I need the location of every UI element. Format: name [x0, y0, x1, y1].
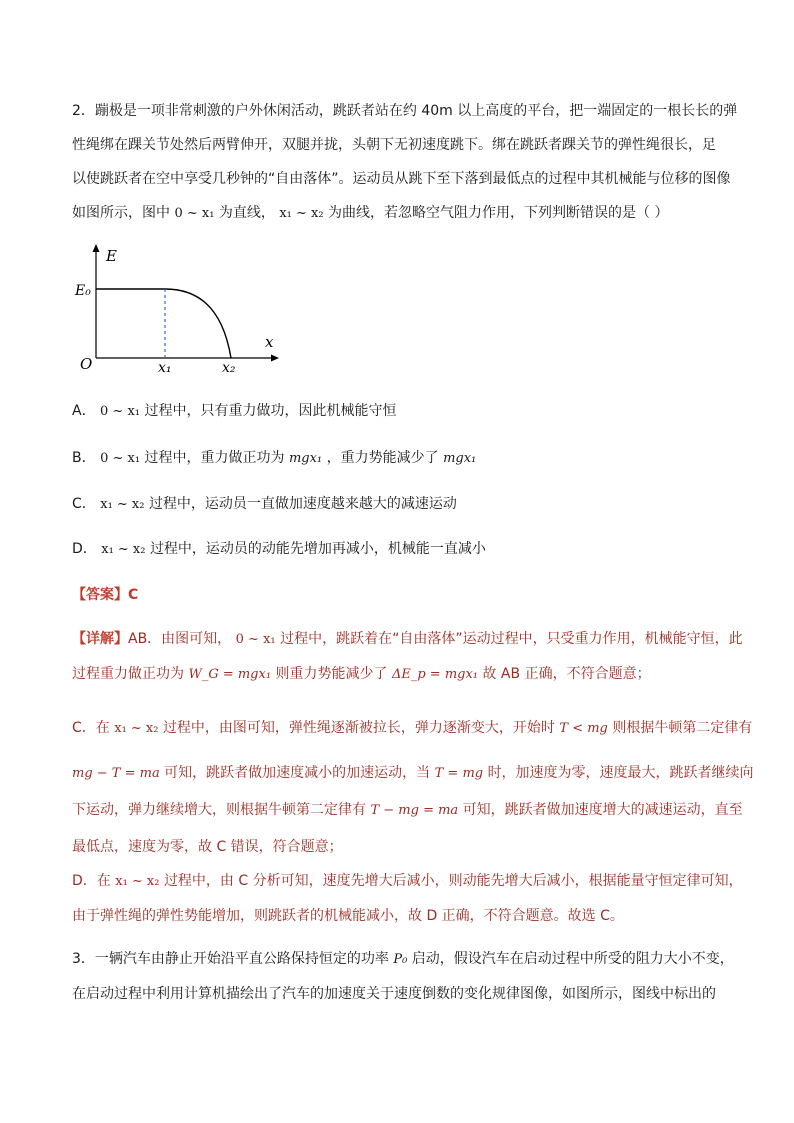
option-a-text: 过程中，只有重力做功，因此机械能守恒 — [144, 403, 397, 419]
energy-displacement-graph — [70, 238, 290, 378]
explain-c-text-7: 可知，跳跃者做加速度增大的减速运动，直至 — [462, 802, 743, 818]
option-b-prefix: B． — [72, 450, 96, 466]
explain-d-text-2: 过程中，由 C 分析可知，速度先增大后减小，则动能先增大后减小，根据能量守恒定律可知， — [163, 873, 743, 889]
explain-ab-math-energy: ΔE_p = mgx₁ — [391, 667, 479, 682]
option-c-prefix: C． — [72, 496, 96, 512]
option-a — [72, 400, 396, 420]
explain-c-text-3: 则根据牛顿第二定律有 — [612, 720, 753, 736]
explain-c-math-3: T = mg — [434, 766, 484, 781]
y-axis-arrow — [93, 244, 100, 252]
explain-c-text-1: C．在 — [72, 720, 110, 736]
q2-line-2: 性绳绑在踝关节处然后两臂伸开，双腿并拢，头朝下无初速度跳下。绑在跳跃者踝关节的弹性绳很长，足 — [72, 137, 716, 153]
explain-c-text-4: 可知，跳跃者做加速度减小的加速运动，当 — [164, 765, 431, 781]
explain-ab-range: 0 ~ x₁ — [235, 632, 276, 647]
explain-c-text-6: 下运动，弹力继续增大，则根据牛顿第二定律有 — [72, 802, 366, 818]
explanation-d — [72, 864, 743, 933]
explain-d-line-1 — [72, 864, 743, 899]
q2-range-1: 0 ~ x₁ — [174, 206, 215, 221]
option-d — [72, 538, 486, 558]
option-b-math-1: mgx₁ — [288, 451, 323, 466]
explain-c-range: x₁ ~ x₂ — [114, 721, 159, 736]
explain-c-text-5: 时，加速度为零，速度最大，跳跃者继续向 — [487, 765, 754, 781]
explain-ab-line-2 — [72, 657, 732, 692]
option-d-text: 过程中，运动员的动能先增加再减小，机械能一直减小 — [149, 541, 486, 557]
explain-d-text-1: D．在 — [72, 873, 111, 889]
q2-line-4-text-a: 如图所示，图中 — [72, 205, 170, 221]
answer-value: C — [128, 587, 139, 603]
explain-ab-text-3: 过程重力做正功为 — [72, 666, 184, 682]
origin-label: O — [80, 355, 93, 373]
option-c-text: 过程中，运动员一直做加速度越来越大的减速运动 — [148, 496, 457, 512]
explanation-c — [72, 710, 754, 865]
y-tick-e0: E₀ — [75, 283, 91, 299]
option-b-math-2: mgx₁ — [443, 451, 477, 466]
q2-line-3: 以使跳跃者在空中享受几秒钟的“自由落体”。运动员从跳下至下落到最低点的过程中其机械能与位移的图像 — [72, 171, 731, 187]
x-axis-arrow — [271, 355, 279, 362]
explain-c-line-4: 最低点，速度为零，故 C 错误，符合题意； — [72, 839, 343, 855]
option-d-range: x₁ ~ x₂ — [101, 542, 146, 557]
explain-ab-text-1: AB．由图可知， — [128, 631, 232, 647]
explain-d-line-2: 由于弹性绳的弹性势能增加，则跳跃者的机械能减小，故 D 正确，不符合题意。故选 C。 — [72, 908, 624, 924]
option-c-range: x₁ ~ x₂ — [100, 497, 145, 512]
q3-line-1 — [72, 942, 732, 977]
q2-range-2: x₁ ~ x₂ — [279, 206, 324, 221]
explanation-ab — [72, 622, 743, 692]
q3-text-1: 3．一辆汽车由静止开始沿平直公路保持恒定的功率 — [72, 951, 389, 967]
option-a-range: 0 ~ x₁ — [100, 404, 141, 419]
question-2-stem — [72, 94, 738, 231]
question-3-stem — [72, 942, 732, 1011]
option-b — [72, 447, 476, 467]
answer-line — [72, 584, 138, 604]
explain-ab-text-2: 过程中，跳跃着在“自由落体”运动过程中，只受重力作用，机械能守恒，此 — [280, 631, 743, 647]
explain-c-text-2: 过程中，由图可知，弹性绳逐渐被拉长，弹力逐渐变大，开始时 — [162, 720, 555, 736]
explain-ab-line-1 — [72, 622, 743, 657]
q2-line-4-text-b: 为直线， — [218, 205, 275, 221]
explain-c-math-2: mg − T = ma — [72, 766, 160, 781]
energy-curve — [165, 289, 231, 358]
q3-line-2: 在启动过程中利用计算机描绘出了汽车的加速度关于速度倒数的变化规律图像，如图所示，图线中标出的 — [72, 986, 716, 1002]
q2-line-1: 2．蹦极是一项非常刺激的户外休闲活动，跳跃者站在约 40m 以上高度的平台，把一端固定的一根长长的弹 — [72, 103, 738, 119]
option-c — [72, 493, 457, 513]
option-a-prefix: A． — [72, 403, 96, 419]
q3-text-2: 启动，假设汽车在启动过程中所受的阻力大小不变， — [411, 951, 734, 967]
explain-c-math-4: T − mg = ma — [370, 803, 459, 818]
option-b-range: 0 ~ x₁ — [100, 451, 141, 466]
q3-math-power: P₀ — [393, 952, 408, 967]
option-d-prefix: D． — [72, 541, 97, 557]
y-axis-label: E — [106, 247, 117, 265]
explain-d-range: x₁ ~ x₂ — [115, 874, 160, 889]
explain-ab-text-4: 则重力势能减少了 — [275, 666, 388, 682]
q2-line-4-text-c: 为曲线，若忽略空气阻力作用，下列判断错误的是（ ） — [328, 205, 669, 221]
x-axis-label: x — [265, 333, 274, 351]
explain-ab-math-work: W_G = mgx₁ — [188, 667, 272, 682]
explain-c-math-1: T < mg — [559, 721, 608, 736]
explain-label: 【详解】 — [72, 631, 128, 647]
explain-c-line-2 — [72, 755, 754, 792]
x1-label: x₁ — [158, 360, 172, 376]
q2-line-4 — [72, 196, 732, 231]
option-b-text-2: ，重力势能减少了 — [326, 450, 439, 466]
explain-ab-text-5: 故 AB 正确，不符合题意； — [482, 666, 651, 682]
explain-c-line-1 — [72, 710, 753, 747]
x2-label: x₂ — [222, 360, 236, 376]
option-b-text-1: 过程中，重力做正功为 — [144, 450, 285, 466]
answer-label: 【答案】 — [72, 587, 128, 603]
explain-c-line-3 — [72, 792, 743, 829]
